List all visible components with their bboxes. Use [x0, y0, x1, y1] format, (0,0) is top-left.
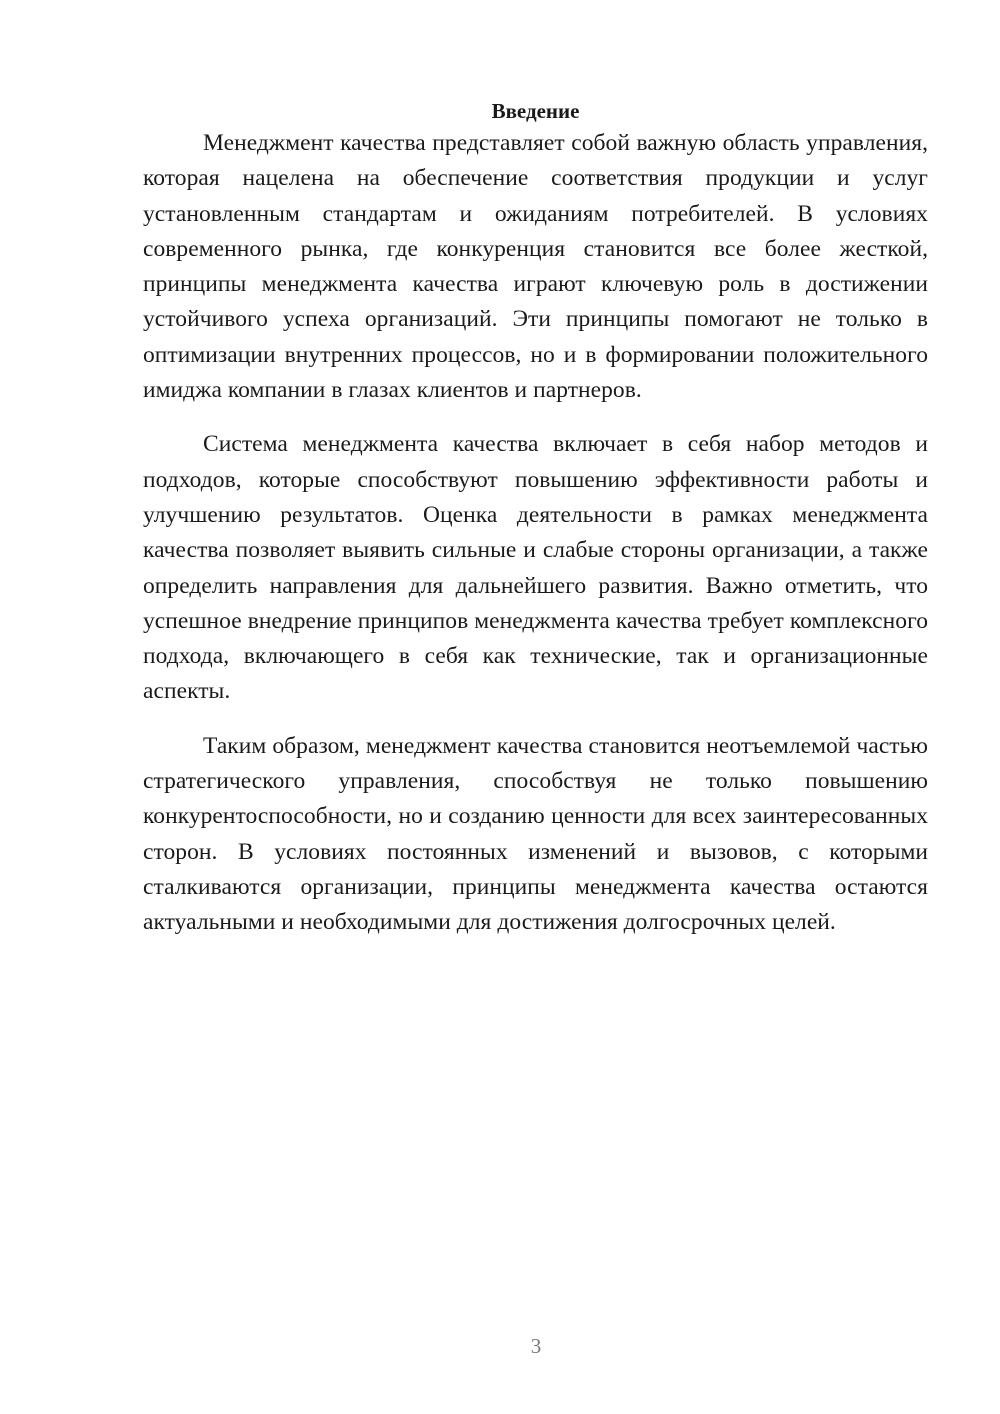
- page-content: [143, 96, 928, 941]
- paragraph-3: Таким образом, менеджмент качества становится неотъемлемой частью стратегического управления, способствуя не только повышению конкурентоспособности, но и созданию ценности для всех заинтересованных сторон. В условиях постоянных изменений и вызовов, с которыми сталкиваются организации, принципы менеджмента качества остаются актуальными и необходимыми для достижения долгосрочных целей.: [143, 732, 928, 936]
- paragraph-1: Менеджмент качества представляет собой важную область управления, которая нацелена на обеспечение соответствия продукции и услуг установленным стандартам и ожиданиям потребителей. В условиях современного рынка, где конкуренция становится все более жесткой, принципы менеджмента качества играют ключевую роль в достижении устойчивого успеха организаций. Эти принципы помогают не только в оптимизации внутренних процессов, но и в формировании положительного имиджа компании в глазах клиентов и партнеров.: [143, 130, 928, 404]
- paragraph-2: Система менеджмента качества включает в себя набор методов и подходов, которые способствуют повышению эффективности работы и улучшению результатов. Оценка деятельности в рамках менеджмента качества позволяет выявить сильные и слабые стороны организации, а также определить направления для дальнейшего развития. Важно отметить, что успешное внедрение принципов менеджмента качества требует комплексного подхода, включающего в себя как технические, так и организационные аспекты.: [143, 431, 928, 705]
- page-number: 3: [530, 1334, 542, 1358]
- section-heading: Введение: [491, 99, 580, 123]
